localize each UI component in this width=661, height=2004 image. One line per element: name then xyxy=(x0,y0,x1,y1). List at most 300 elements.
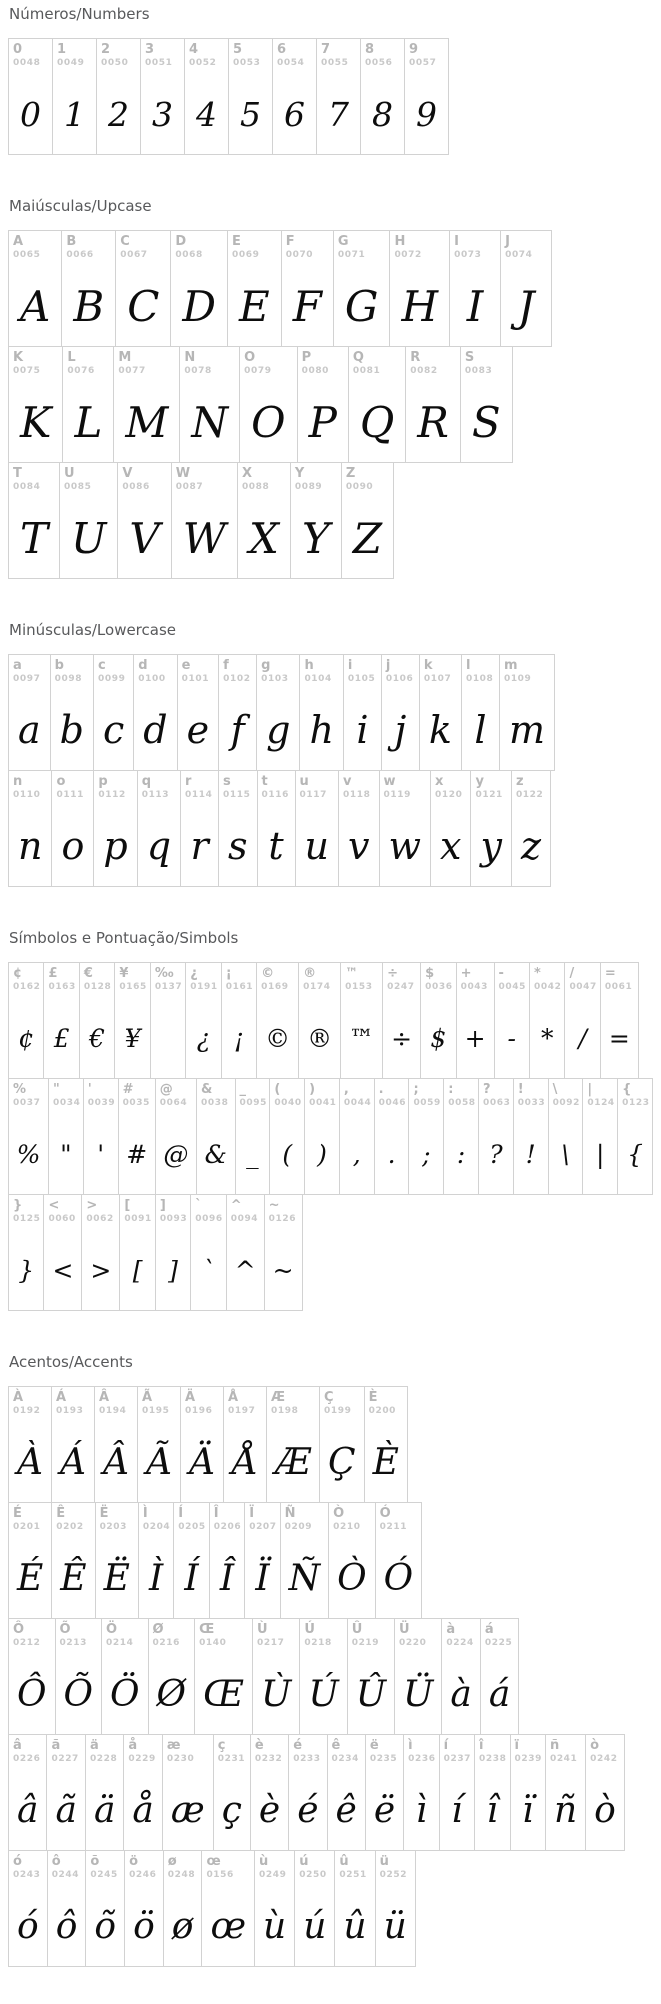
glyph-preview: < xyxy=(52,1255,74,1285)
glyph-preview: " xyxy=(60,1139,72,1169)
glyph-preview: n xyxy=(18,824,43,868)
glyph-cell-header xyxy=(339,771,378,806)
glyph-cell xyxy=(177,654,220,771)
glyph-cell xyxy=(394,1618,442,1735)
glyph-cell xyxy=(244,1502,280,1619)
glyph-preview: ¢ xyxy=(18,1023,35,1053)
glyph-char-label: Z xyxy=(345,466,356,481)
glyph-unicode-label: 0045 xyxy=(498,982,526,992)
glyph-unicode-label: 0078 xyxy=(184,366,212,376)
glyph-char-label: Î xyxy=(213,1506,219,1521)
glyph-char-label: ñ xyxy=(549,1738,560,1753)
glyph-unicode-label: 0174 xyxy=(303,982,331,992)
glyph-cell-header xyxy=(52,1503,94,1538)
glyph-unicode-label: 0119 xyxy=(383,790,411,800)
glyph-unicode-label: 0043 xyxy=(460,982,489,992)
glyph-cell xyxy=(319,1386,365,1503)
glyph-cell xyxy=(288,1734,327,1851)
glyph-unicode-label: 0096 xyxy=(195,1214,223,1224)
glyph-cell xyxy=(403,1734,439,1851)
glyph-preview: y xyxy=(480,824,502,868)
glyph-unicode-label: 0087 xyxy=(175,482,204,492)
glyph-preview: P xyxy=(308,397,337,447)
glyph-unicode-label: 0111 xyxy=(56,790,84,800)
glyph-unicode-label: 0036 xyxy=(425,982,453,992)
glyph-unicode-label: 0114 xyxy=(185,790,213,800)
glyph-preview: ^ xyxy=(234,1255,256,1285)
glyph-cell-header xyxy=(431,771,470,806)
glyph-cell-header xyxy=(258,771,295,806)
glyph-cell-header xyxy=(102,1619,148,1654)
glyph-preview: 7 xyxy=(328,94,349,134)
glyph-preview: o xyxy=(61,824,85,868)
glyph-cell-header xyxy=(86,1851,124,1886)
glyph-char-label: û xyxy=(339,1854,349,1869)
glyph-cell xyxy=(8,962,44,1079)
glyph-char-label: = xyxy=(604,966,616,981)
glyph-cell xyxy=(405,346,461,463)
glyph-unicode-label: 0042 xyxy=(533,982,562,992)
glyph-preview: K xyxy=(20,397,52,447)
glyph-char-label: 6 xyxy=(277,42,287,57)
glyph-char-label: É xyxy=(13,1506,22,1521)
glyph-cell-header xyxy=(60,463,117,498)
glyph-char-label: c xyxy=(97,658,106,673)
glyph-char-label: S xyxy=(464,350,475,365)
glyph-cell-header xyxy=(227,1195,264,1230)
glyph-preview: Ë xyxy=(103,1557,130,1599)
glyph-unicode-label: 0079 xyxy=(244,366,272,376)
glyph-cell-header xyxy=(238,463,290,498)
glyph-unicode-label: 0090 xyxy=(345,482,374,492)
glyph-char-label: 5 xyxy=(233,42,243,57)
glyph-char-label: y xyxy=(475,774,484,789)
glyph-preview: ! xyxy=(525,1139,536,1169)
glyph-cell xyxy=(8,1386,52,1503)
glyph-cell xyxy=(617,1078,653,1195)
glyph-unicode-label: 0218 xyxy=(304,1638,332,1648)
glyph-char-label: Y xyxy=(294,466,305,481)
glyph-unicode-label: 0241 xyxy=(549,1754,578,1764)
glyph-cell xyxy=(8,462,60,579)
glyph-char-label: è xyxy=(254,1738,264,1753)
glyph-preview: 9 xyxy=(416,94,437,134)
glyph-unicode-label: 0065 xyxy=(13,250,41,260)
glyph-unicode-label: 0194 xyxy=(99,1406,127,1416)
glyph-preview: Ñ xyxy=(288,1557,321,1599)
glyph-char-label: | xyxy=(587,1082,593,1097)
glyph-cell-header xyxy=(512,771,550,806)
section-accents xyxy=(8,1353,653,1967)
glyph-preview: x xyxy=(440,824,462,868)
glyph-preview: a xyxy=(18,708,41,752)
glyph-cell xyxy=(201,1850,255,1967)
glyph-unicode-label: 0121 xyxy=(475,790,503,800)
glyph-char-label: æ xyxy=(166,1738,181,1753)
glyph-unicode-label: 0231 xyxy=(217,1754,246,1764)
glyph-row xyxy=(8,1502,653,1619)
glyph-cell-header xyxy=(375,1079,409,1114)
glyph-unicode-label: 0077 xyxy=(118,366,146,376)
glyph-unicode-label: 0073 xyxy=(454,250,482,260)
glyph-unicode-label: 0235 xyxy=(369,1754,398,1764)
glyph-cell xyxy=(173,1502,209,1619)
glyph-char-label: Í xyxy=(178,1506,184,1521)
glyph-cell xyxy=(299,654,343,771)
glyph-cell xyxy=(62,346,114,463)
glyph-cell xyxy=(500,230,552,347)
glyph-char-label: * xyxy=(533,966,541,981)
glyph-cell xyxy=(123,1734,162,1851)
glyph-cell-header xyxy=(421,963,455,998)
glyph-cell-header xyxy=(97,39,140,74)
glyph-unicode-label: 0227 xyxy=(51,1754,79,1764)
glyph-preview: ® xyxy=(307,1023,333,1053)
glyph-cell xyxy=(184,38,229,155)
glyph-cell xyxy=(295,770,339,887)
glyph-cell xyxy=(494,962,530,1079)
glyph-char-label: à xyxy=(446,1622,456,1637)
glyph-char-label: - xyxy=(498,966,504,981)
glyph-unicode-label: 0088 xyxy=(241,482,270,492)
glyph-unicode-label: 0100 xyxy=(138,674,166,684)
glyph-cell-header xyxy=(549,1079,583,1114)
glyph-cell-header xyxy=(245,1503,279,1538)
glyph-char-label: B xyxy=(66,234,77,249)
glyph-cell-header xyxy=(450,231,500,266)
glyph-cell xyxy=(119,1194,155,1311)
glyph-cell-header xyxy=(380,771,431,806)
glyph-unicode-label: 0216 xyxy=(152,1638,180,1648)
glyph-char-label: Ë xyxy=(99,1506,109,1521)
glyph-cell xyxy=(347,1618,395,1735)
glyph-cell xyxy=(8,1502,52,1619)
glyph-char-label: . xyxy=(378,1082,384,1097)
glyph-unicode-label: 0128 xyxy=(83,982,112,992)
glyph-char-label: & xyxy=(201,1082,213,1097)
glyph-unicode-label: 0071 xyxy=(337,250,366,260)
glyph-cell xyxy=(194,1618,253,1735)
glyph-unicode-label: 0092 xyxy=(552,1098,581,1108)
glyph-cell-header xyxy=(618,1079,652,1114)
glyph-unicode-label: 0247 xyxy=(387,982,415,992)
glyph-preview: V xyxy=(129,513,160,563)
glyph-char-label: C xyxy=(120,234,130,249)
glyph-preview: à xyxy=(450,1673,472,1715)
glyph-preview: | xyxy=(596,1139,605,1169)
glyph-cell-header xyxy=(462,655,499,690)
glyph-preview: S xyxy=(471,397,501,447)
glyph-char-label: ï xyxy=(514,1738,519,1753)
glyph-char-label: â xyxy=(13,1738,22,1753)
glyph-char-label: + xyxy=(460,966,472,981)
glyph-cell xyxy=(124,1850,164,1967)
glyph-char-label: ; xyxy=(413,1082,419,1097)
glyph-cell xyxy=(333,230,391,347)
glyph-unicode-label: 0083 xyxy=(464,366,493,376)
glyph-preview: & xyxy=(204,1139,227,1169)
glyph-unicode-label: 0089 xyxy=(294,482,323,492)
glyph-preview: Ê xyxy=(60,1557,87,1599)
glyph-preview: . xyxy=(387,1139,396,1169)
glyph-unicode-label: 0211 xyxy=(379,1522,408,1532)
glyph-unicode-label: 0251 xyxy=(339,1870,367,1880)
glyph-cell xyxy=(115,230,171,347)
glyph-cell-header xyxy=(202,1851,254,1886)
glyph-cell xyxy=(564,962,600,1079)
glyph-cell-header xyxy=(442,1619,479,1654)
glyph-unicode-label: 0115 xyxy=(223,790,251,800)
glyph-cell-header xyxy=(52,1387,94,1422)
glyph-cell-header xyxy=(236,1079,270,1114)
glyph-preview: z xyxy=(520,824,541,868)
glyph-char-label: Ã xyxy=(142,1390,153,1405)
glyph-unicode-label: 0236 xyxy=(408,1754,436,1764)
glyph-row xyxy=(8,230,653,347)
glyph-preview: R xyxy=(417,397,449,447)
glyph-cell-header xyxy=(9,463,59,498)
glyph-preview: M xyxy=(125,397,169,447)
glyph-preview: î xyxy=(486,1789,499,1831)
glyph-unicode-label: 0219 xyxy=(351,1638,380,1648)
glyph-cell xyxy=(511,770,551,887)
glyph-char-label: õ xyxy=(90,1854,100,1869)
glyph-cell xyxy=(8,38,53,155)
glyph-char-label: % xyxy=(13,1082,27,1097)
glyph-char-label: ã xyxy=(51,1738,61,1753)
glyph-preview: Õ xyxy=(63,1673,94,1715)
glyph-preview: ` xyxy=(202,1255,215,1285)
glyph-char-label: ^ xyxy=(230,1198,242,1213)
glyph-cell-header xyxy=(295,1851,334,1886)
glyph-char-label: z xyxy=(515,774,524,789)
glyph-preview: ã xyxy=(55,1789,77,1831)
glyph-cell xyxy=(85,1850,125,1967)
glyph-preview: F xyxy=(292,281,322,331)
glyph-unicode-label: 0239 xyxy=(514,1754,542,1764)
glyph-char-label: Ú xyxy=(304,1622,315,1637)
glyph-preview: ì xyxy=(415,1789,428,1831)
glyph-preview: É xyxy=(17,1557,44,1599)
glyph-preview: í xyxy=(451,1789,463,1831)
glyph-char-label: ä xyxy=(89,1738,99,1753)
glyph-unicode-label: 0107 xyxy=(423,674,452,684)
glyph-cell-header xyxy=(257,655,299,690)
glyph-preview: Z xyxy=(352,513,383,563)
glyph-unicode-label: 0044 xyxy=(343,1098,372,1108)
glyph-unicode-label: 0072 xyxy=(394,250,422,260)
glyph-unicode-label: 0245 xyxy=(90,1870,118,1880)
glyph-cell xyxy=(348,346,406,463)
glyph-char-label: Õ xyxy=(59,1622,71,1637)
glyph-preview: : xyxy=(456,1139,466,1169)
glyph-preview: $ xyxy=(430,1023,447,1053)
glyph-cell xyxy=(474,1734,510,1851)
glyph-cell xyxy=(379,770,432,887)
glyph-cell xyxy=(8,1078,49,1195)
glyph-char-label: ` xyxy=(195,1198,202,1213)
glyph-cell-header xyxy=(300,655,342,690)
glyph-preview: T xyxy=(20,513,49,563)
glyph-cell xyxy=(266,1386,320,1503)
glyph-preview: £ xyxy=(53,1023,70,1053)
glyph-cell xyxy=(95,1502,139,1619)
glyph-cell-header xyxy=(334,231,390,266)
glyph-char-label: Ø xyxy=(152,1622,164,1637)
section-title: Maiúsculas/Upcase xyxy=(9,197,152,215)
glyph-unicode-label: 0055 xyxy=(321,58,349,68)
glyph-cell xyxy=(381,654,420,771)
glyph-cell xyxy=(138,1502,174,1619)
glyph-char-label: é xyxy=(293,1738,303,1753)
glyph-preview: N xyxy=(191,397,229,447)
glyph-cell-header xyxy=(281,1503,329,1538)
glyph-preview: L xyxy=(74,397,103,447)
glyph-cell xyxy=(304,1078,340,1195)
glyph-preview: ù xyxy=(263,1905,287,1947)
glyph-cell-header xyxy=(229,39,272,74)
glyph-cell xyxy=(257,770,296,887)
glyph-unicode-label: 0250 xyxy=(299,1870,327,1880)
glyph-cell xyxy=(43,962,79,1079)
glyph-char-label: ‰ xyxy=(154,966,174,981)
glyph-cell xyxy=(226,1194,265,1311)
glyph-preview: ô xyxy=(55,1905,78,1947)
glyph-unicode-label: 0085 xyxy=(64,482,92,492)
glyph-char-label: } xyxy=(13,1198,23,1213)
glyph-preview: Ù xyxy=(261,1673,292,1715)
glyph-char-label: [ xyxy=(124,1198,131,1213)
glyph-unicode-label: 0110 xyxy=(13,790,41,800)
glyph-preview: Æ xyxy=(275,1441,312,1483)
glyph-char-label: Ç xyxy=(324,1390,334,1405)
glyph-char-label: Â xyxy=(99,1390,110,1405)
glyph-cell-header xyxy=(444,1079,478,1114)
glyph-char-label: ú xyxy=(299,1854,309,1869)
glyph-unicode-label: 0232 xyxy=(254,1754,283,1764)
glyph-char-label: ] xyxy=(159,1198,166,1213)
glyph-cell-header xyxy=(251,1735,288,1770)
glyph-preview: Ò xyxy=(337,1557,367,1599)
glyph-unicode-label: 0116 xyxy=(261,790,289,800)
glyph-preview: ; xyxy=(422,1139,431,1169)
glyph-preview: Ã xyxy=(146,1441,172,1483)
glyph-cell xyxy=(96,38,141,155)
glyph-char-label: 7 xyxy=(321,42,331,57)
glyph-char-label: £ xyxy=(48,966,58,981)
glyph-preview: ) xyxy=(317,1139,327,1169)
glyph-unicode-label: 0064 xyxy=(159,1098,188,1108)
glyph-preview: ü xyxy=(383,1905,407,1947)
glyph-cell-header xyxy=(9,963,43,998)
glyph-preview: ç xyxy=(221,1789,242,1831)
glyph-cell xyxy=(170,230,228,347)
glyph-unicode-label: 0040 xyxy=(274,1098,302,1108)
glyph-cell xyxy=(341,462,394,579)
glyph-cell-header xyxy=(191,1195,225,1230)
glyph-char-label: 0 xyxy=(13,42,23,57)
glyph-cell xyxy=(8,654,51,771)
glyph-cell xyxy=(209,1502,245,1619)
glyph-char-label: d xyxy=(138,658,148,673)
glyph-unicode-label: 0067 xyxy=(120,250,148,260)
glyph-cell xyxy=(47,1850,87,1967)
glyph-preview: * xyxy=(540,1023,554,1053)
glyph-char-label: î xyxy=(479,1738,484,1753)
glyph-unicode-label: 0191 xyxy=(190,982,218,992)
glyph-unicode-label: 0094 xyxy=(230,1214,259,1224)
glyph-preview: k xyxy=(428,708,452,752)
glyph-char-label: œ xyxy=(206,1854,221,1869)
glyph-cell-header xyxy=(138,1387,180,1422)
glyph-unicode-label: 0113 xyxy=(141,790,170,800)
glyph-cell-header xyxy=(440,1735,474,1770)
glyph-unicode-label: 0054 xyxy=(277,58,305,68)
glyph-preview: A xyxy=(20,281,51,331)
glyph-cell-header xyxy=(291,463,341,498)
glyph-preview: Á xyxy=(60,1441,86,1483)
glyph-unicode-label: 0061 xyxy=(604,982,633,992)
glyph-cell xyxy=(52,38,97,155)
glyph-cell-header xyxy=(305,1079,339,1114)
glyph-cell xyxy=(8,1194,44,1311)
glyph-preview: 0 xyxy=(20,94,41,134)
glyph-preview: ¡ xyxy=(233,1023,244,1053)
glyph-cell xyxy=(404,38,449,155)
glyph-preview: È xyxy=(372,1441,399,1483)
glyph-cell-header xyxy=(255,1851,294,1886)
glyph-preview: Ü xyxy=(403,1673,434,1715)
glyph-unicode-label: 0038 xyxy=(201,1098,229,1108)
glyph-preview: B xyxy=(73,281,105,331)
glyph-cell-header xyxy=(366,1735,403,1770)
glyph-preview: / xyxy=(578,1023,587,1053)
glyph-cell-header xyxy=(240,347,296,382)
glyph-preview: l xyxy=(474,708,487,752)
glyph-cell xyxy=(290,462,342,579)
glyph-preview: r xyxy=(190,824,209,868)
glyph-cell xyxy=(118,1078,156,1195)
glyph-cell-header xyxy=(219,771,257,806)
glyph-row xyxy=(8,1850,653,1967)
glyph-unicode-label: 0202 xyxy=(56,1522,84,1532)
glyph-cell-header xyxy=(118,463,170,498)
glyph-preview: > xyxy=(90,1255,112,1285)
glyph-cell-header xyxy=(328,1735,365,1770)
glyph-char-label: " xyxy=(53,1082,60,1097)
glyph-cell-header xyxy=(124,1735,161,1770)
glyph-cell-header xyxy=(282,231,333,266)
glyph-unicode-label: 0230 xyxy=(166,1754,195,1764)
glyph-cell-header xyxy=(47,1735,84,1770)
glyph-preview: ò xyxy=(594,1789,616,1831)
glyph-cell xyxy=(190,1194,226,1311)
glyph-char-label: : xyxy=(448,1082,454,1097)
glyph-cell-header xyxy=(383,963,420,998)
glyph-char-label: < xyxy=(48,1198,60,1213)
glyph-cell xyxy=(443,1078,479,1195)
glyph-cell-header xyxy=(382,655,419,690)
glyph-cell xyxy=(272,38,317,155)
glyph-char-label: Á xyxy=(56,1390,67,1405)
glyph-cell-header xyxy=(565,963,599,998)
glyph-unicode-label: 0140 xyxy=(199,1638,227,1648)
glyph-char-label: J xyxy=(505,234,510,249)
glyph-char-label: 1 xyxy=(57,42,67,57)
glyph-unicode-label: 0035 xyxy=(122,1098,151,1108)
glyph-char-label: u xyxy=(299,774,309,789)
glyph-cell xyxy=(117,462,171,579)
